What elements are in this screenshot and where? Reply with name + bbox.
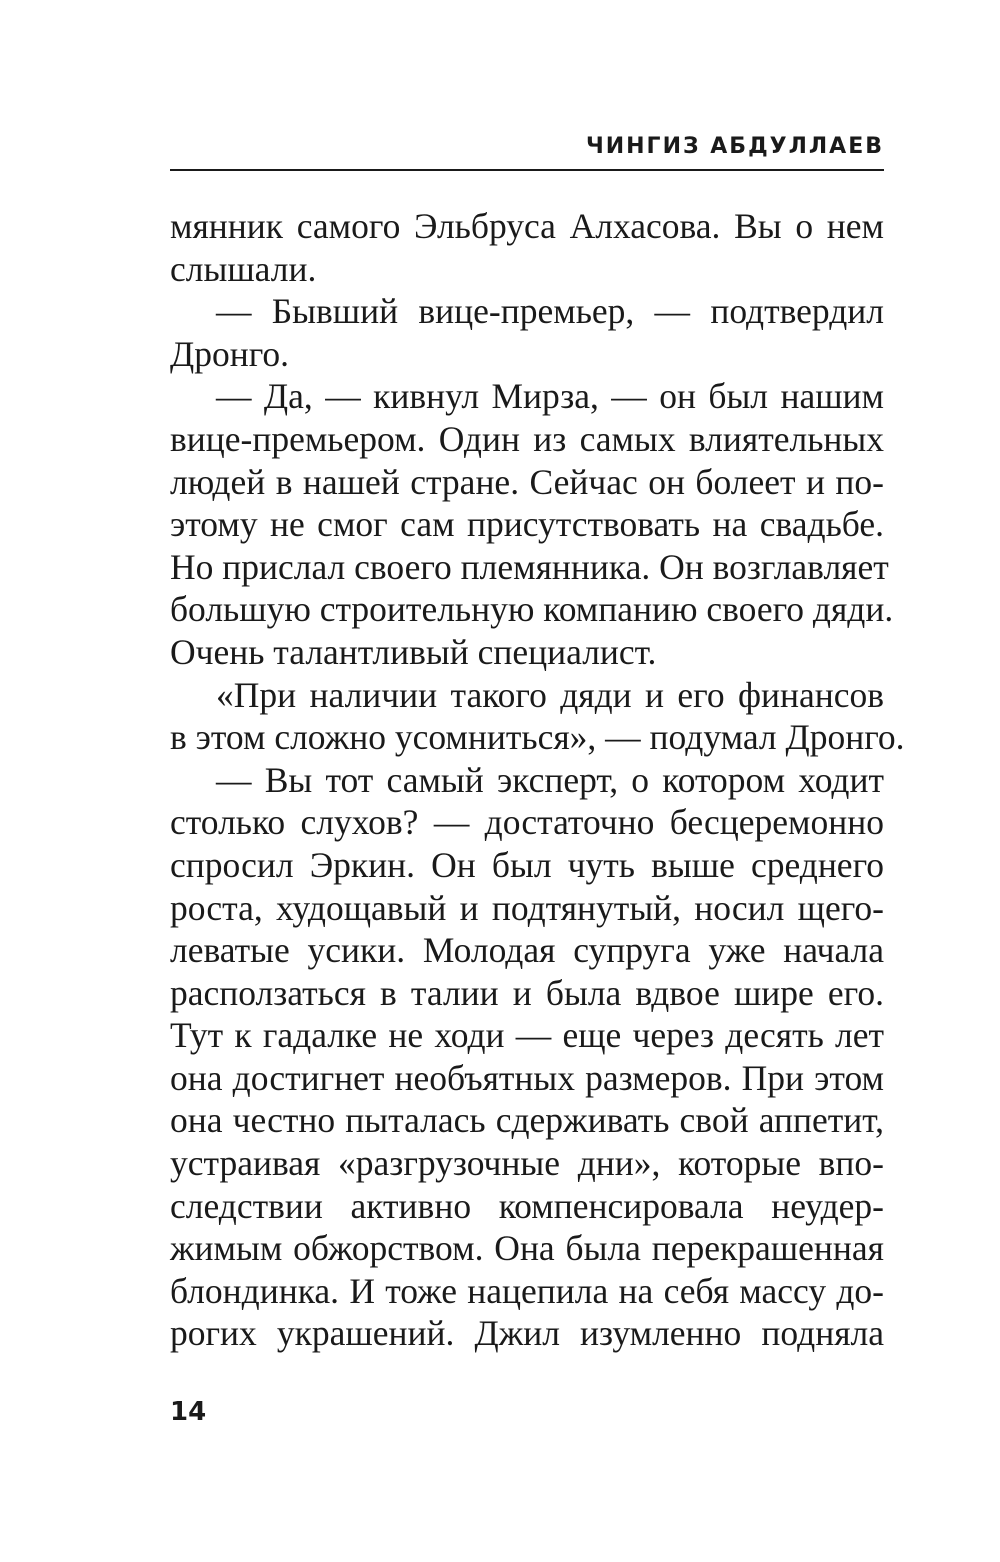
text-line: — Да, — кивнул Мирза, — он был нашим — [216, 376, 884, 417]
text-line: роста, худощавый и подтянутый, носил щего- — [170, 887, 884, 928]
text-line: устраивая «разгрузочные дни», которые впо- — [170, 1143, 884, 1184]
header-rule — [170, 169, 884, 171]
text-line: слышали. — [170, 248, 317, 289]
text-line: этому не смог сам присутствовать на свадьбе. — [170, 504, 884, 545]
text-line: в этом сложно усомниться», — подумал Дронго. — [170, 717, 905, 758]
text-line: мянник самого Эльбруса Алхасова. Вы о нем — [170, 206, 884, 246]
text-line: она честно пыталась сдерживать свой аппетит, — [170, 1100, 884, 1141]
text-line: блондинка. И тоже нацепила на себя массу до- — [170, 1270, 884, 1311]
text-line: людей в нашей стране. Сейчас он болеет и по- — [170, 461, 884, 502]
text-line: Тут к гадалке не ходи — еще через десять лет — [170, 1015, 884, 1056]
body-text — [170, 205, 905, 1355]
text-line: рогих украшений. Джил изумленно подняла — [170, 1313, 884, 1354]
text-line: Но прислал своего племянника. Он возглавляет — [170, 546, 889, 587]
text-line: большую строительную компанию своего дяди. — [170, 589, 894, 630]
text-line: она достигнет необъятных размеров. При этом — [170, 1057, 884, 1098]
page-number: 14 — [170, 1397, 207, 1427]
text-line: «При наличии такого дяди и его финансов — [216, 674, 884, 715]
text-line: расползаться в талии и была вдвое шире его. — [170, 972, 884, 1013]
text-line: следствии активно компенсировала неудер- — [170, 1185, 884, 1226]
text-line: — Вы тот самый эксперт, о котором ходит — [216, 759, 884, 800]
text-line: леватые усики. Молодая супруга уже начала — [170, 930, 884, 971]
text-line: жимым обжорством. Она была перекрашенная — [170, 1228, 884, 1269]
text-line: Дронго. — [170, 333, 290, 374]
text-line: вице-премьером. Один из самых влиятельных — [170, 418, 884, 459]
text-line: столько слухов? — достаточно бесцеремонно — [170, 802, 884, 843]
text-line: Очень талантливый специалист. — [170, 631, 657, 672]
text-line: — Бывший вице-премьер, — подтвердил — [216, 291, 884, 332]
text-line: спросил Эркин. Он был чуть выше среднего — [170, 844, 884, 885]
running-header-author: ЧИНГИЗ АБДУЛЛАЕВ — [585, 134, 884, 159]
